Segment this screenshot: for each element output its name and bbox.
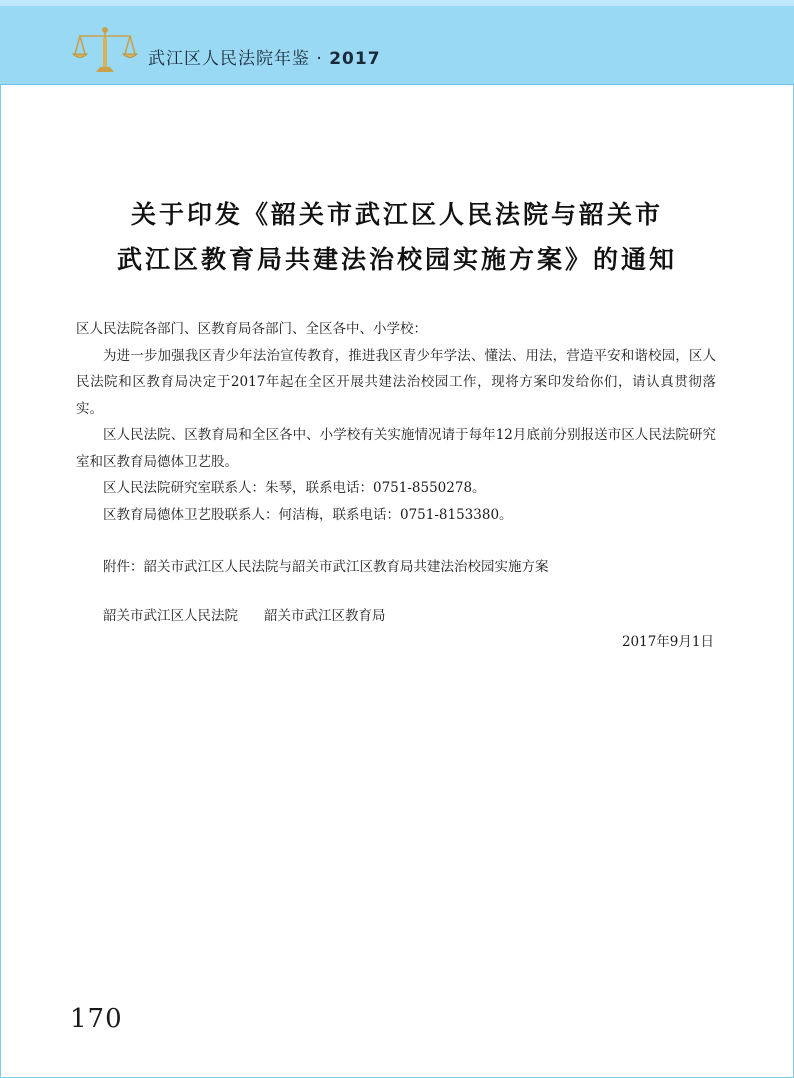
- contact-education-bureau: 区教育局德体卫艺股联系人：何洁梅，联系电话：0751-8153380。: [103, 506, 513, 523]
- paragraph-intro: 为进一步加强我区青少年法治宣传教育，推进我区青少年学法、懂法、用法，营造平安和谐校园，区人民法院和区教育局决定于2017年起在全区开展共建法治校园工作，现将方案印发给你们，请认真贯彻落实。: [76, 347, 716, 417]
- scales-of-justice-icon: [72, 24, 138, 76]
- running-header: [0, 0, 794, 85]
- header-year: 2017: [329, 49, 381, 69]
- salutation: 区人民法院各部门、区教育局各部门、全区各中、小学校：: [76, 321, 427, 337]
- signatories: [76, 603, 716, 630]
- document-body: [76, 316, 716, 656]
- page-number: 170: [70, 1004, 123, 1034]
- signer-education-bureau: 韶关市武江区教育局: [264, 607, 386, 624]
- title-line-1: 关于印发《韶关市武江区人民法院与韶关市: [130, 200, 663, 229]
- header-separator: ·: [310, 49, 330, 69]
- header-book-title: 武江区人民法院年鉴: [148, 49, 310, 69]
- attachment-note: 附件：韶关市武江区人民法院与韶关市武江区教育局共建法治校园实施方案: [103, 559, 549, 575]
- document-title: [40, 192, 754, 282]
- spacer: [76, 528, 716, 554]
- paragraph-reporting: 区人民法院、区教育局和全区各中、小学校有关实施情况请于每年12月底前分别报送市区人民法院研究室和区教育局德体卫艺股。: [76, 427, 716, 470]
- issue-date: 2017年9月1日: [621, 634, 714, 650]
- header-title: [148, 44, 381, 69]
- spacer: [76, 581, 716, 603]
- title-line-2: 武江区教育局共建法治校园实施方案》的通知: [116, 245, 677, 274]
- contact-court: 区人民法院研究室联系人：朱琴，联系电话：0751-8550278。: [103, 480, 486, 496]
- signer-court: 韶关市武江区人民法院: [103, 607, 238, 624]
